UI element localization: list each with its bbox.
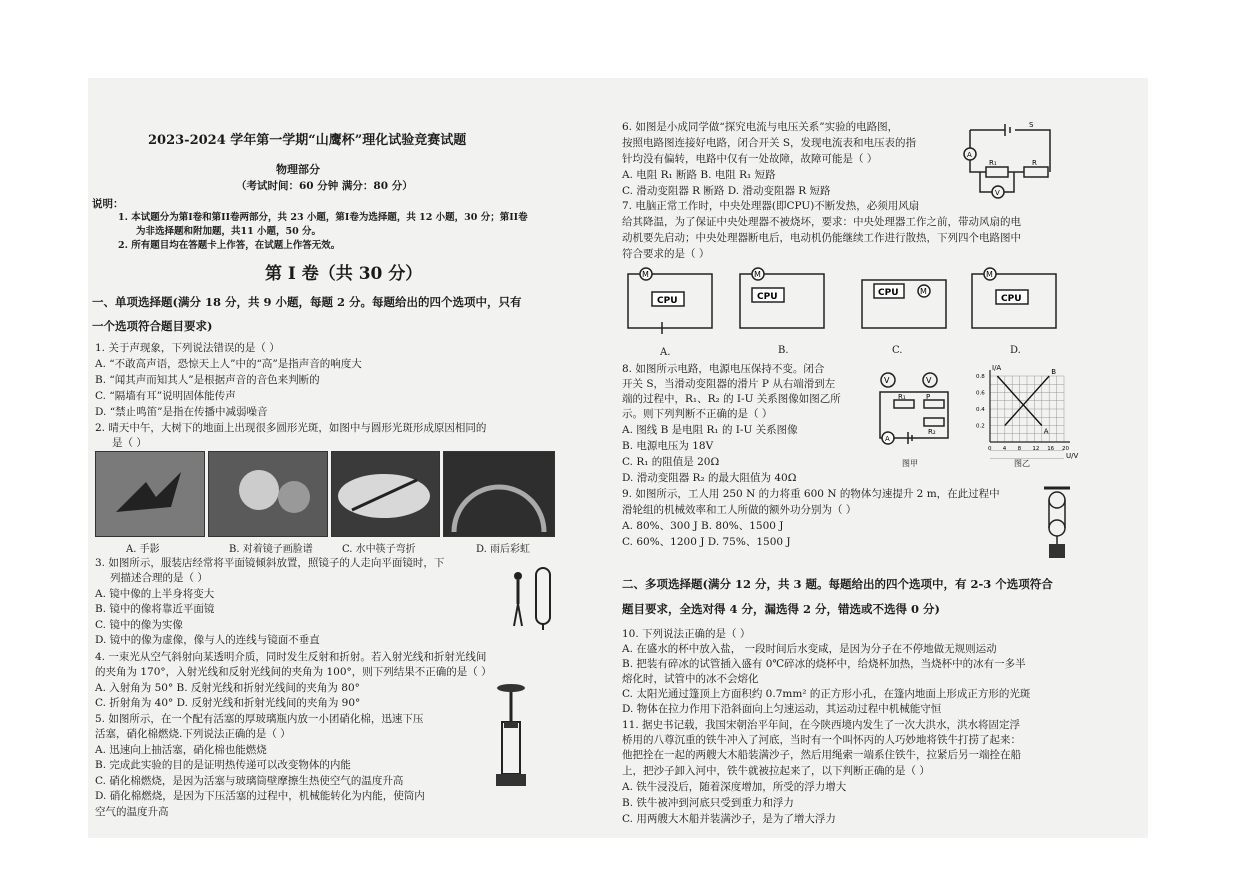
series-label-B: B xyxy=(1051,368,1057,376)
x-axis-label: U/V xyxy=(1066,452,1079,460)
note-1a: 1. 本试题分为第I卷和第II卷两部分，共 23 小题，第I卷为选择题，共 12 小题，30 分；第II卷 xyxy=(118,212,528,223)
y-tick-label: 0.6 xyxy=(976,390,985,397)
q5-stem-cont: 活塞，硝化棉燃烧.下列说法正确的是（ ） xyxy=(95,728,291,740)
svg-text:V: V xyxy=(995,189,1000,197)
q1-option-b: B. “闻其声而知其人”是根据声音的音色来判断的 xyxy=(95,374,320,386)
q8-stem: 8. 如图所示电路，电源电压保持不变。闭合 xyxy=(622,363,825,375)
svg-text:V: V xyxy=(884,376,890,385)
q5-stem: 5. 如图所示，在一个配有活塞的厚玻璃瓶内放一小团硝化棉，迅速下压 xyxy=(95,713,424,725)
svg-text:A: A xyxy=(885,435,890,443)
svg-text:P: P xyxy=(926,393,931,401)
svg-text:A: A xyxy=(967,151,972,159)
q3-option-c: C. 镜中的像为实像 xyxy=(95,619,183,631)
q8-option-d: D. 滑动变阻器 R₂ 的最大阻值为 40Ω xyxy=(622,472,797,484)
q3-option-b: B. 镜中的像将靠近平面镜 xyxy=(95,603,215,615)
q1-option-c: C. “隔墙有耳”说明固体能传声 xyxy=(95,390,236,402)
svg-text:R₁: R₁ xyxy=(989,159,997,167)
q2-caption-b: B. 对着镜子画脸谱 xyxy=(229,544,313,555)
note-2: 2. 所有题目均在答题卡上作答，在试题上作答无效。 xyxy=(118,240,341,251)
pulley-figure xyxy=(1040,484,1074,564)
rainbow-photo xyxy=(443,451,555,537)
q11-option-c: C. 用两艘大木船并装满沙子，是为了增大浮力 xyxy=(622,813,836,825)
svg-text:R₁: R₁ xyxy=(898,393,906,401)
q9-options-row2: C. 60%、1200 J D. 75%、1500 J xyxy=(622,536,791,548)
q10-option-d: D. 物体在拉力作用下沿斜面向上匀速运动，其运动过程中机械能守恒 xyxy=(622,703,942,715)
q2-stem-cont: 是（ ） xyxy=(112,437,147,449)
q2-caption-c: C. 水中筷子弯折 xyxy=(342,544,416,555)
x-tick-label: 4 xyxy=(1002,446,1007,452)
q8-stem-cont3: 示。则下列判断不正确的是（ ） xyxy=(622,408,773,420)
q7-stem-cont3: 符合要求的是（ ） xyxy=(622,248,710,260)
q2-stem: 2. 晴天中午，大树下的地面上出现很多圆形光斑，如图中与圆形光斑形成原因相同的 xyxy=(95,422,487,434)
x-tick-label: 0 xyxy=(988,446,992,452)
q9-options-row1: A. 80%、300 J B. 80%、1500 J xyxy=(622,520,784,532)
cpu-label-c: CPU xyxy=(878,288,899,298)
motor-icon-a: M xyxy=(642,270,649,279)
q4-options-row2: C. 折射角为 40° D. 反射光线和折射光线间的夹角为 90° xyxy=(95,697,361,709)
chopstick-water-photo xyxy=(331,451,440,537)
y-tick-label: 0.4 xyxy=(976,407,985,413)
q6-circuit-diagram xyxy=(960,118,1060,202)
iu-graph xyxy=(972,362,1079,460)
q8-circuit-diagram xyxy=(874,370,956,452)
svg-text:R₂: R₂ xyxy=(928,428,936,436)
motor-icon-c: M xyxy=(920,287,927,296)
q8-stem-cont2: 端的过程中，R₁、R₂ 的 I-U 关系图像如图乙所 xyxy=(622,393,841,405)
q6-stem-cont1: 按照电路图连接好电路，闭合开关 S，发现电流表和电压表的指 xyxy=(622,137,917,149)
q7-stem: 7. 电脑正常工作时，中央处理器(即CPU)不断发热，必须用风扇 xyxy=(622,200,920,212)
q8-option-c: C. R₁ 的阻值是 20Ω xyxy=(622,456,720,468)
section2-title-cont: 题目要求，全选对得 4 分，漏选得 2 分，错选或不选得 0 分) xyxy=(622,602,940,616)
y-axis-label: I/A xyxy=(992,364,1002,372)
q8-option-a: A. 图线 B 是电阻 R₁ 的 I-U 关系图像 xyxy=(622,424,798,436)
q8-stem-cont1: 开关 S，当滑动变阻器的滑片 P 从右端滑到左 xyxy=(622,378,836,390)
x-tick-label: 12 xyxy=(1032,446,1040,452)
mirror-painting-photo xyxy=(208,451,328,537)
q11-option-b: B. 铁牛被冲到河底只受到重力和浮力 xyxy=(622,797,794,809)
figure-yi-label: 图乙 xyxy=(1014,459,1030,468)
x-tick-label: 20 xyxy=(1062,446,1069,452)
svg-text:V: V xyxy=(926,376,932,385)
q5-option-c: C. 硝化棉燃烧，是因为活塞与玻璃筒壁摩擦生热使空气的温度升高 xyxy=(95,775,404,787)
q5-option-b: B. 完成此实验的目的是证明热传递可以改变物体的内能 xyxy=(95,759,351,771)
cpu-label-a: CPU xyxy=(657,296,678,306)
q11-stem-cont1: 桥用的八尊沉重的铁牛冲入了河底，当时有一个叫怀丙的人巧妙地将铁牛打捞了起来： xyxy=(622,734,1021,746)
piston-cylinder-figure xyxy=(488,682,534,792)
subject-label: 物理部分 xyxy=(276,163,320,176)
q10-option-a: A. 在盛水的杯中放入盐， 一段时间后水变咸，是因为分子在不停地做无规则运动 xyxy=(622,643,997,655)
q5-option-d-cont: 空气的温度升高 xyxy=(95,806,169,818)
notes-label: 说明： xyxy=(92,198,124,210)
q4-stem: 4. 一束光从空气斜射向某透明介质，同时发生反射和折射。若入射光线和折射光线间 xyxy=(95,651,487,663)
q1-option-d: D. “禁止鸣笛”是指在传播中减弱噪音 xyxy=(95,406,268,418)
q3-stem-cont: 列描述合理的是（ ） xyxy=(110,572,208,584)
q7-caption-b: B. xyxy=(778,345,789,356)
motor-icon-b: M xyxy=(754,270,761,279)
q6-options-row1: A. 电阻 R₁ 断路 B. 电阻 R₁ 短路 xyxy=(622,169,776,181)
q3-option-d: D. 镜中的像为虚像，像与人的连线与镜面不垂直 xyxy=(95,634,320,646)
q1-stem: 1. 关于声现象，下列说法错误的是（ ） xyxy=(95,342,280,354)
section2-title: 二、多项选择题(满分 12 分，共 3 题。每题给出的四个选项中，有 2-3 个选项符合 xyxy=(622,577,1053,591)
part1-heading: 第 Ⅰ 卷（共 30 分） xyxy=(265,264,423,284)
q10-option-c: C. 太阳光通过篷顶上方面积约 0.7mm² 的正方形小孔，在篷内地面上形成正方形的光斑 xyxy=(622,688,1031,700)
q6-stem: 6. 如图是小成同学做“探究电流与电压关系”实验的电路图， xyxy=(622,121,899,133)
series-label-A: A xyxy=(1043,427,1049,436)
q6-stem-cont2: 针均没有偏转，电路中仅有一处故障，故障可能是（ ） xyxy=(622,153,878,165)
y-tick-label: 0.8 xyxy=(976,374,985,380)
hand-shadow-photo xyxy=(95,451,205,537)
q11-stem-cont3: 上，把沙子卸入河中，铁牛就被拉起来了，以下判断正确的是（ ） xyxy=(622,765,930,777)
q5-option-a: A. 迅速向上抽活塞，硝化棉也能燃烧 xyxy=(95,744,267,756)
q2-caption-d: D. 雨后彩虹 xyxy=(476,544,531,555)
q10-option-b: B. 把装有碎冰的试管插入盛有 0℃碎冰的烧杯中，给烧杯加热，当烧杯中的冰有一多半 xyxy=(622,658,1026,670)
y-tick-label: 0.2 xyxy=(976,423,985,430)
cpu-label-d: CPU xyxy=(1001,294,1022,304)
q11-option-a: A. 铁牛浸没后，随着深度增加，所受的浮力增大 xyxy=(622,781,847,793)
svg-text:R: R xyxy=(1032,159,1037,167)
q6-options-row2: C. 滑动变阻器 R 断路 D. 滑动变阻器 R 短路 xyxy=(622,185,831,197)
q4-stem-cont: 的夹角为 170°，入射光线和反射光线间的夹角为 100°，则下列结果不正确的是（ ） xyxy=(95,666,492,678)
q9-stem: 9. 如图所示，工人用 250 N 的力将重 600 N 的物体匀速提升 2 m，在此过程中 xyxy=(622,488,1000,500)
figure-jia-label: 图甲 xyxy=(902,459,918,468)
q10-stem: 10. 下列说法正确的是（ ） xyxy=(622,628,751,640)
section1-title-cont: 一个选项符合题目要求) xyxy=(92,319,213,333)
section1-title: 一、单项选择题(满分 18 分，共 9 小题，每题 2 分。每题给出的四个选项中，只有 xyxy=(92,295,522,309)
exam-title: 2023-2024 学年第一学期“山鹰杯”理化试验竞赛试题 xyxy=(148,133,467,148)
x-tick-label: 8 xyxy=(1017,446,1022,452)
q5-option-d: D. 硝化棉燃烧，是因为下压活塞的过程中，机械能转化为内能，使筒内 xyxy=(95,790,425,802)
q3-stem: 3. 如图所示，服装店经常将平面镜倾斜放置，照镜子的人走向平面镜时，下 xyxy=(95,557,445,569)
svg-text:S: S xyxy=(1029,121,1034,129)
q9-stem-cont: 滑轮组的机械效率和工人所做的额外功分别为（ ） xyxy=(622,504,857,516)
q7-stem-cont1: 给其降温，为了保证中央处理器不被烧坏，要求：中央处理器工作之前，带动风扇的电 xyxy=(622,216,1021,228)
q4-options-row1: A. 入射角为 50° B. 反射光线和折射光线间的夹角为 80° xyxy=(95,682,360,694)
q2-caption-a: A. 手影 xyxy=(126,544,160,555)
motor-icon-d: M xyxy=(986,270,993,279)
q7-caption-d: D. xyxy=(1010,345,1021,356)
q3-option-a: A. 镜中像的上半身将变大 xyxy=(95,588,215,600)
cpu-label-b: CPU xyxy=(757,292,778,302)
q11-stem-cont2: 他把拴在一起的两艘大木船装满沙子，然后用绳索一端系住铁牛，拉紧后另一端拴在船 xyxy=(622,749,1021,761)
q7-caption-a: A. xyxy=(660,347,671,358)
q8-option-b: B. 电源电压为 18V xyxy=(622,440,714,452)
q7-circuit-options xyxy=(622,264,1062,334)
q10-option-b-cont: 熔化时，试管中的冰不会熔化 xyxy=(622,673,759,685)
mirror-figure xyxy=(508,564,558,634)
q1-option-a: A. “不敢高声语，恐惊天上人”中的“高”是指声音的响度大 xyxy=(95,358,362,370)
x-tick-label: 16 xyxy=(1047,446,1055,452)
q7-stem-cont2: 动机要先启动；中央处理器断电后，电动机仍能继续工作进行散热，下列四个电路图中 xyxy=(622,232,1021,244)
q11-stem: 11. 据史书记载，我国宋朝治平年间，在今陕西境内发生了一次大洪水，洪水将固定浮 xyxy=(622,719,1021,731)
exam-time: （考试时间：60 分钟 满分：80 分） xyxy=(236,180,413,192)
q7-caption-c: C. xyxy=(892,345,903,356)
note-1b: 为非选择题和附加题，共11 小题，50 分。 xyxy=(136,226,322,237)
